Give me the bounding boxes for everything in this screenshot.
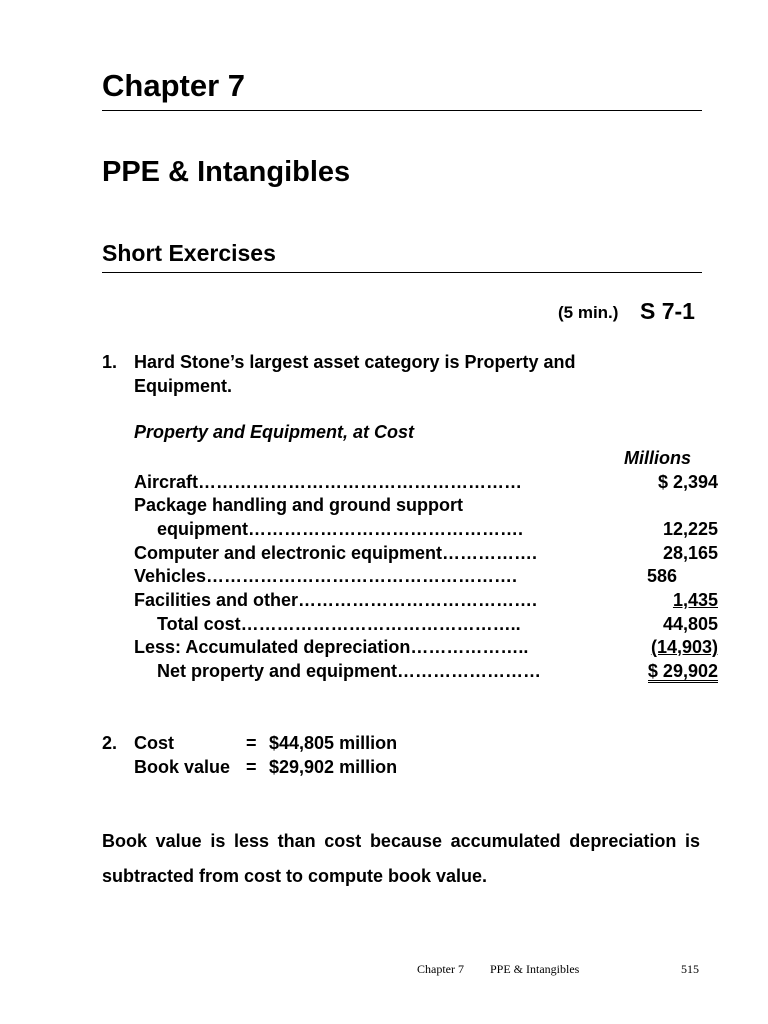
table-row-label: Net property and equipment……………………: [157, 661, 542, 681]
footer-topic: PPE & Intangibles: [490, 962, 580, 976]
table-row-value: 12,225: [662, 519, 718, 539]
item-1-text-line1: Hard Stone’s largest asset category is Property and: [134, 352, 576, 372]
exercise-id: S 7-1: [640, 298, 695, 324]
cost-value: $44,805 million: [269, 733, 398, 753]
table-row-label: Total cost………………………………………..: [157, 614, 521, 634]
book-value-value: $29,902 million: [269, 757, 398, 777]
cost-label: Cost: [134, 733, 174, 753]
table-row-value: 586: [647, 566, 678, 586]
table-row-label: Package handling and ground support: [134, 495, 464, 515]
table-row-label: Aircraft………………………………………………: [134, 472, 523, 492]
table-row-label: Vehicles…………………………………………….: [134, 566, 518, 586]
table-row-value: $ 2,394: [657, 472, 718, 492]
item-number-2: 2.: [102, 733, 118, 753]
chapter-divider: [102, 110, 702, 111]
table-row-value: 28,165: [662, 543, 718, 563]
book-value-label: Book value: [134, 757, 231, 777]
table-row-value: 1,435: [672, 590, 718, 610]
book-value-equals: =: [246, 757, 257, 777]
item-number-1: 1.: [102, 352, 118, 372]
table-unit: Millions: [624, 448, 691, 468]
conclusion-paragraph: Book value is less than cost because accumulated depreciation is subtracted from cost to compute book value.: [102, 831, 700, 886]
table-row-value: $ 29,902: [647, 661, 718, 681]
chapter-title: Chapter 7: [102, 68, 245, 103]
item-1-text-line2: Equipment.: [134, 376, 232, 396]
cost-equals: =: [246, 733, 257, 753]
section-divider: [102, 272, 702, 273]
table-row-label: Less: Accumulated depreciation………………..: [134, 637, 529, 657]
topic-title: PPE & Intangibles: [102, 156, 351, 188]
table-row-value: (14,903): [650, 637, 718, 657]
page-number: 515: [681, 962, 699, 976]
footer-chapter: Chapter 7: [417, 962, 464, 976]
table-row-value: 44,805: [662, 614, 718, 634]
table-row-label: equipment……………………………………….: [157, 519, 524, 539]
table-row-label: Facilities and other………………………………….: [134, 590, 538, 610]
table-row-label: Computer and electronic equipment…………….: [134, 543, 538, 563]
section-title: Short Exercises: [102, 240, 276, 266]
exercise-time: (5 min.): [558, 303, 619, 322]
table-title: Property and Equipment, at Cost: [134, 422, 415, 442]
